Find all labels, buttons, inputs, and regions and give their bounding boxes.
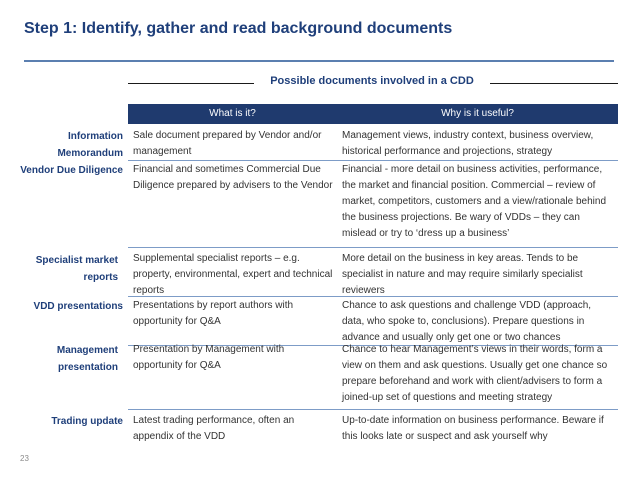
column-header-what: What is it? [128, 104, 337, 124]
section-label-line-left [128, 83, 254, 84]
column-header-why: Why is it useful? [337, 104, 618, 124]
section-label-line-right [490, 83, 618, 84]
row-what-vdd-presentations: Presentations by report authors with opportunity for Q&A [133, 300, 294, 327]
row-label-vendor-due-diligence: Vendor Due Diligence [20, 165, 123, 176]
row-why-trading-update: Up-to-date information on business performance. Beware if this looks late or suspect and ask yourself why [342, 415, 604, 442]
page-number: 23 [20, 454, 29, 463]
row-divider [128, 247, 618, 248]
row-label-vdd-presentations: VDD presentations [33, 301, 123, 312]
row-label-management-presentation: Management presentation [56, 345, 118, 373]
row-divider [128, 160, 618, 161]
section-label [128, 73, 618, 93]
page-title: Step 1: Identify, gather and read background documents [24, 20, 453, 37]
row-why-information-memorandum: Management views, industry context, business overview, historical performance and projections, strategy [342, 130, 594, 157]
row-why-vdd-presentations: Chance to ask questions and challenge VDD (approach, data, who spoke to, conclusions). Prepare questions in advance and usually only get one or two chances [342, 300, 592, 343]
row-what-management-presentation: Presentation by Management with opportunity for Q&A [133, 344, 285, 371]
row-divider [128, 296, 618, 297]
row-label-information-memorandum: Information Memorandum [57, 131, 123, 159]
row-what-trading-update: Latest trading performance, often an appendix of the VDD [133, 415, 295, 442]
row-label-trading-update: Trading update [51, 416, 123, 427]
row-what-vendor-due-diligence: Financial and sometimes Commercial Due Diligence prepared by advisers to the Vendor [133, 164, 333, 191]
row-what-specialist-market-reports: Supplemental specialist reports – e.g. property, environmental, expert and technical reports [133, 253, 333, 296]
row-why-management-presentation: Chance to hear Management’s views in their words, form a view on them and ask questions. Usually get one chance so prepare beforehand and work with client/advisers to form a joined-up set of questions and meeting strategy [342, 344, 608, 403]
row-what-information-memorandum: Sale document prepared by Vendor and/or management [133, 130, 322, 157]
title-divider [24, 60, 614, 62]
section-label-text: Possible documents involved in a CDD [270, 75, 474, 87]
row-label-specialist-market-reports: Specialist market reports [35, 255, 118, 283]
row-why-vendor-due-diligence: Financial - more detail on business activities, performance, the market and financial position. Commercial – review of market, competitors, customers and a view/rationale behind the business projections. Be wary of VDDs – they can mislead or try to ‘dress up a business’ [342, 164, 607, 239]
row-divider [128, 409, 618, 410]
row-why-specialist-market-reports: More detail on the business in key areas. Tends to be specialist in nature and may require similarly specialist reviewers [342, 253, 583, 296]
